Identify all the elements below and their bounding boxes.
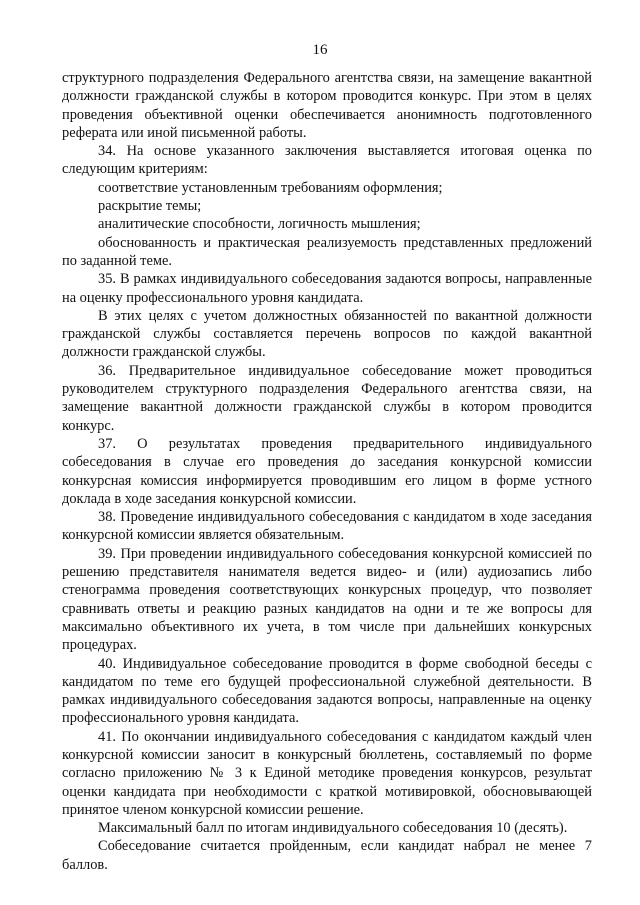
paragraph-continuation: структурного подразделения Федерального агентства связи, на замещение вакантной должности гражданской службы в котором проводится конкурс. При этом в целях проведения объективной оценки обеспечивается анонимность подготовленного реферата или иной письменной работы.: [62, 70, 592, 141]
criterion-feasibility: обоснованность и практическая реализуемость представленных предложений по заданной теме.: [62, 234, 592, 269]
paragraph-36: 36. Предварительное индивидуальное собеседование может проводиться руководителем структурного подразделения Федерального агентства связи, на замещение вакантной должности гражданской службы в котором проводится конкурс.: [62, 362, 592, 434]
paragraph-34: 34. На основе указанного заключения выставляется итоговая оценка по следующим критериям:: [62, 143, 592, 178]
page-number: 16: [312, 42, 328, 58]
paragraph-38: 38. Проведение индивидуального собеседования с кандидатом в ходе заседания конкурсной комиссии является обязательным.: [62, 509, 592, 544]
paragraph-35: 35. В рамках индивидуального собеседования задаются вопросы, направленные на оценку профессионального уровня кандидата.: [62, 271, 592, 306]
paragraph-39: 39. При проведении индивидуального собеседования конкурсной комиссией по решению представителя нанимателя ведется видео- и (или) аудиозапись либо стенограмма проведения соответствующих конкурсных процедур, что позволяет сравнивать ответы и реакцию разных кандидатов на одни и те же вопросы для максимально объективного их учета, в том числе при дальнейших конкурсных процедурах.: [62, 545, 592, 654]
document-body: [62, 69, 592, 874]
paragraph-40: 40. Индивидуальное собеседование проводится в форме свободной беседы с кандидатом по теме его будущей профессиональной служебной деятельности. В рамках индивидуального собеседования задаются вопросы, направленные на оценку профессионального уровня кандидата.: [62, 655, 592, 727]
paragraph-35-questions: В этих целях с учетом должностных обязанностей по вакантной должности гражданской службы составляется перечень вопросов по каждой вакантной должности гражданской службы.: [62, 307, 592, 361]
paragraph-41: 41. По окончании индивидуального собеседования с кандидатом каждый член конкурсной комиссии заносит в конкурсный бюллетень, составляемый по форме согласно приложению № 3 к Единой методике проведения конкурсов, результат оценки кандидата при необходимости с краткой мотивировкой, обосновывающей принятое членом конкурсной комиссии решение.: [62, 728, 592, 818]
paragraph-37: 37. О результатах проведения предварительного индивидуального собеседования в случае его проведения до заседания конкурсной комиссии конкурсная комиссия информируется проводившим его лицом в форме устного доклада в ходе заседания конкурсной комиссии.: [62, 435, 592, 507]
paragraph-pass-condition: Собеседование считается пройденным, если кандидат набрал не менее 7 баллов.: [62, 838, 592, 873]
criterion-analytical: аналитические способности, логичность мышления;: [98, 216, 421, 233]
criterion-formatting: соответствие установленным требованиям оформления;: [98, 179, 443, 196]
criterion-topic: раскрытие темы;: [98, 198, 202, 215]
paragraph-max-score: Максимальный балл по итогам индивидуального собеседования 10 (десять).: [98, 820, 568, 837]
